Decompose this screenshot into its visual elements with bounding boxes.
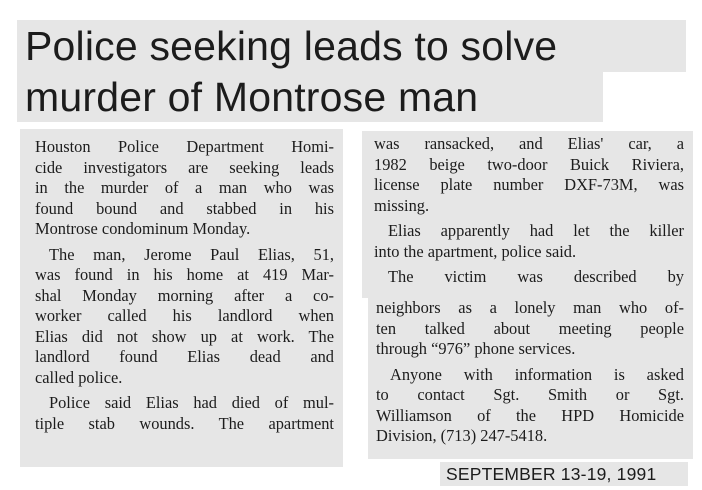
text-line: into the apartment, police said. xyxy=(374,241,577,261)
paragraph-victim-start xyxy=(374,267,684,288)
text-line: in the murder of a man who was xyxy=(35,178,334,197)
text-line: found bound and stabbed in his xyxy=(35,198,334,218)
text-line: Anyone with information is asked xyxy=(390,364,684,384)
paragraph-killer xyxy=(374,221,684,262)
paragraph-victim-rest xyxy=(376,298,684,360)
right-column-bottom xyxy=(368,298,693,459)
left-column xyxy=(20,129,343,467)
text-line: Houston Police Department Homi- xyxy=(35,137,334,156)
text-line: ten talked about meeting people xyxy=(376,318,684,338)
text-line: landlord found Elias dead and xyxy=(35,347,334,366)
dateline xyxy=(440,462,688,486)
text-line: to contact Sgt. Smith or Sgt. xyxy=(376,385,684,404)
text-line: Division, (713) 247-5418. xyxy=(376,426,548,445)
headline-text-2: murder of Montrose man xyxy=(25,74,479,120)
paragraph-1 xyxy=(35,137,334,240)
headline-line-2 xyxy=(17,72,603,122)
text-line: Elias did not show up at work. The xyxy=(35,326,334,346)
text-line: Montrose condominum Monday. xyxy=(35,219,251,238)
headline-line-1 xyxy=(17,20,686,72)
text-line: cide investigators are seeking leads xyxy=(35,157,334,177)
right-column-top xyxy=(362,131,693,298)
text-line: tiple stab wounds. The apartment xyxy=(35,413,334,433)
text-line: 1982 beige two-door Buick Riviera, xyxy=(374,154,684,174)
text-line: was ransacked, and Elias' car, a xyxy=(374,134,684,153)
text-line: through “976” phone services. xyxy=(376,339,576,358)
text-line: missing. xyxy=(374,195,430,215)
text-line: license plate number DXF-73M, was xyxy=(374,175,684,194)
text-line: shal Monday morning after a co- xyxy=(35,285,334,305)
paragraph-continued xyxy=(374,134,684,216)
paragraph-2 xyxy=(35,245,334,389)
text-line: called police. xyxy=(35,367,123,387)
text-line: was found in his home at 419 Mar- xyxy=(35,265,334,284)
text-line: The man, Jerome Paul Elias, 51, xyxy=(49,244,334,264)
text-line: Elias apparently had let the killer xyxy=(388,221,684,240)
paragraph-3 xyxy=(35,393,334,434)
text-line: neighbors as a lonely man who of- xyxy=(376,298,684,317)
text-line: Williamson of the HPD Homicide xyxy=(376,405,684,425)
headline-text-1: Police seeking leads to solve xyxy=(25,23,558,69)
dateline-text: SEPTEMBER 13-19, 1991 xyxy=(446,464,657,484)
text-line: worker called his landlord when xyxy=(35,306,334,325)
text-line: The victim was described by xyxy=(388,267,684,286)
paragraph-contact xyxy=(376,365,684,447)
text-line: Police said Elias had died of mul- xyxy=(49,393,334,412)
